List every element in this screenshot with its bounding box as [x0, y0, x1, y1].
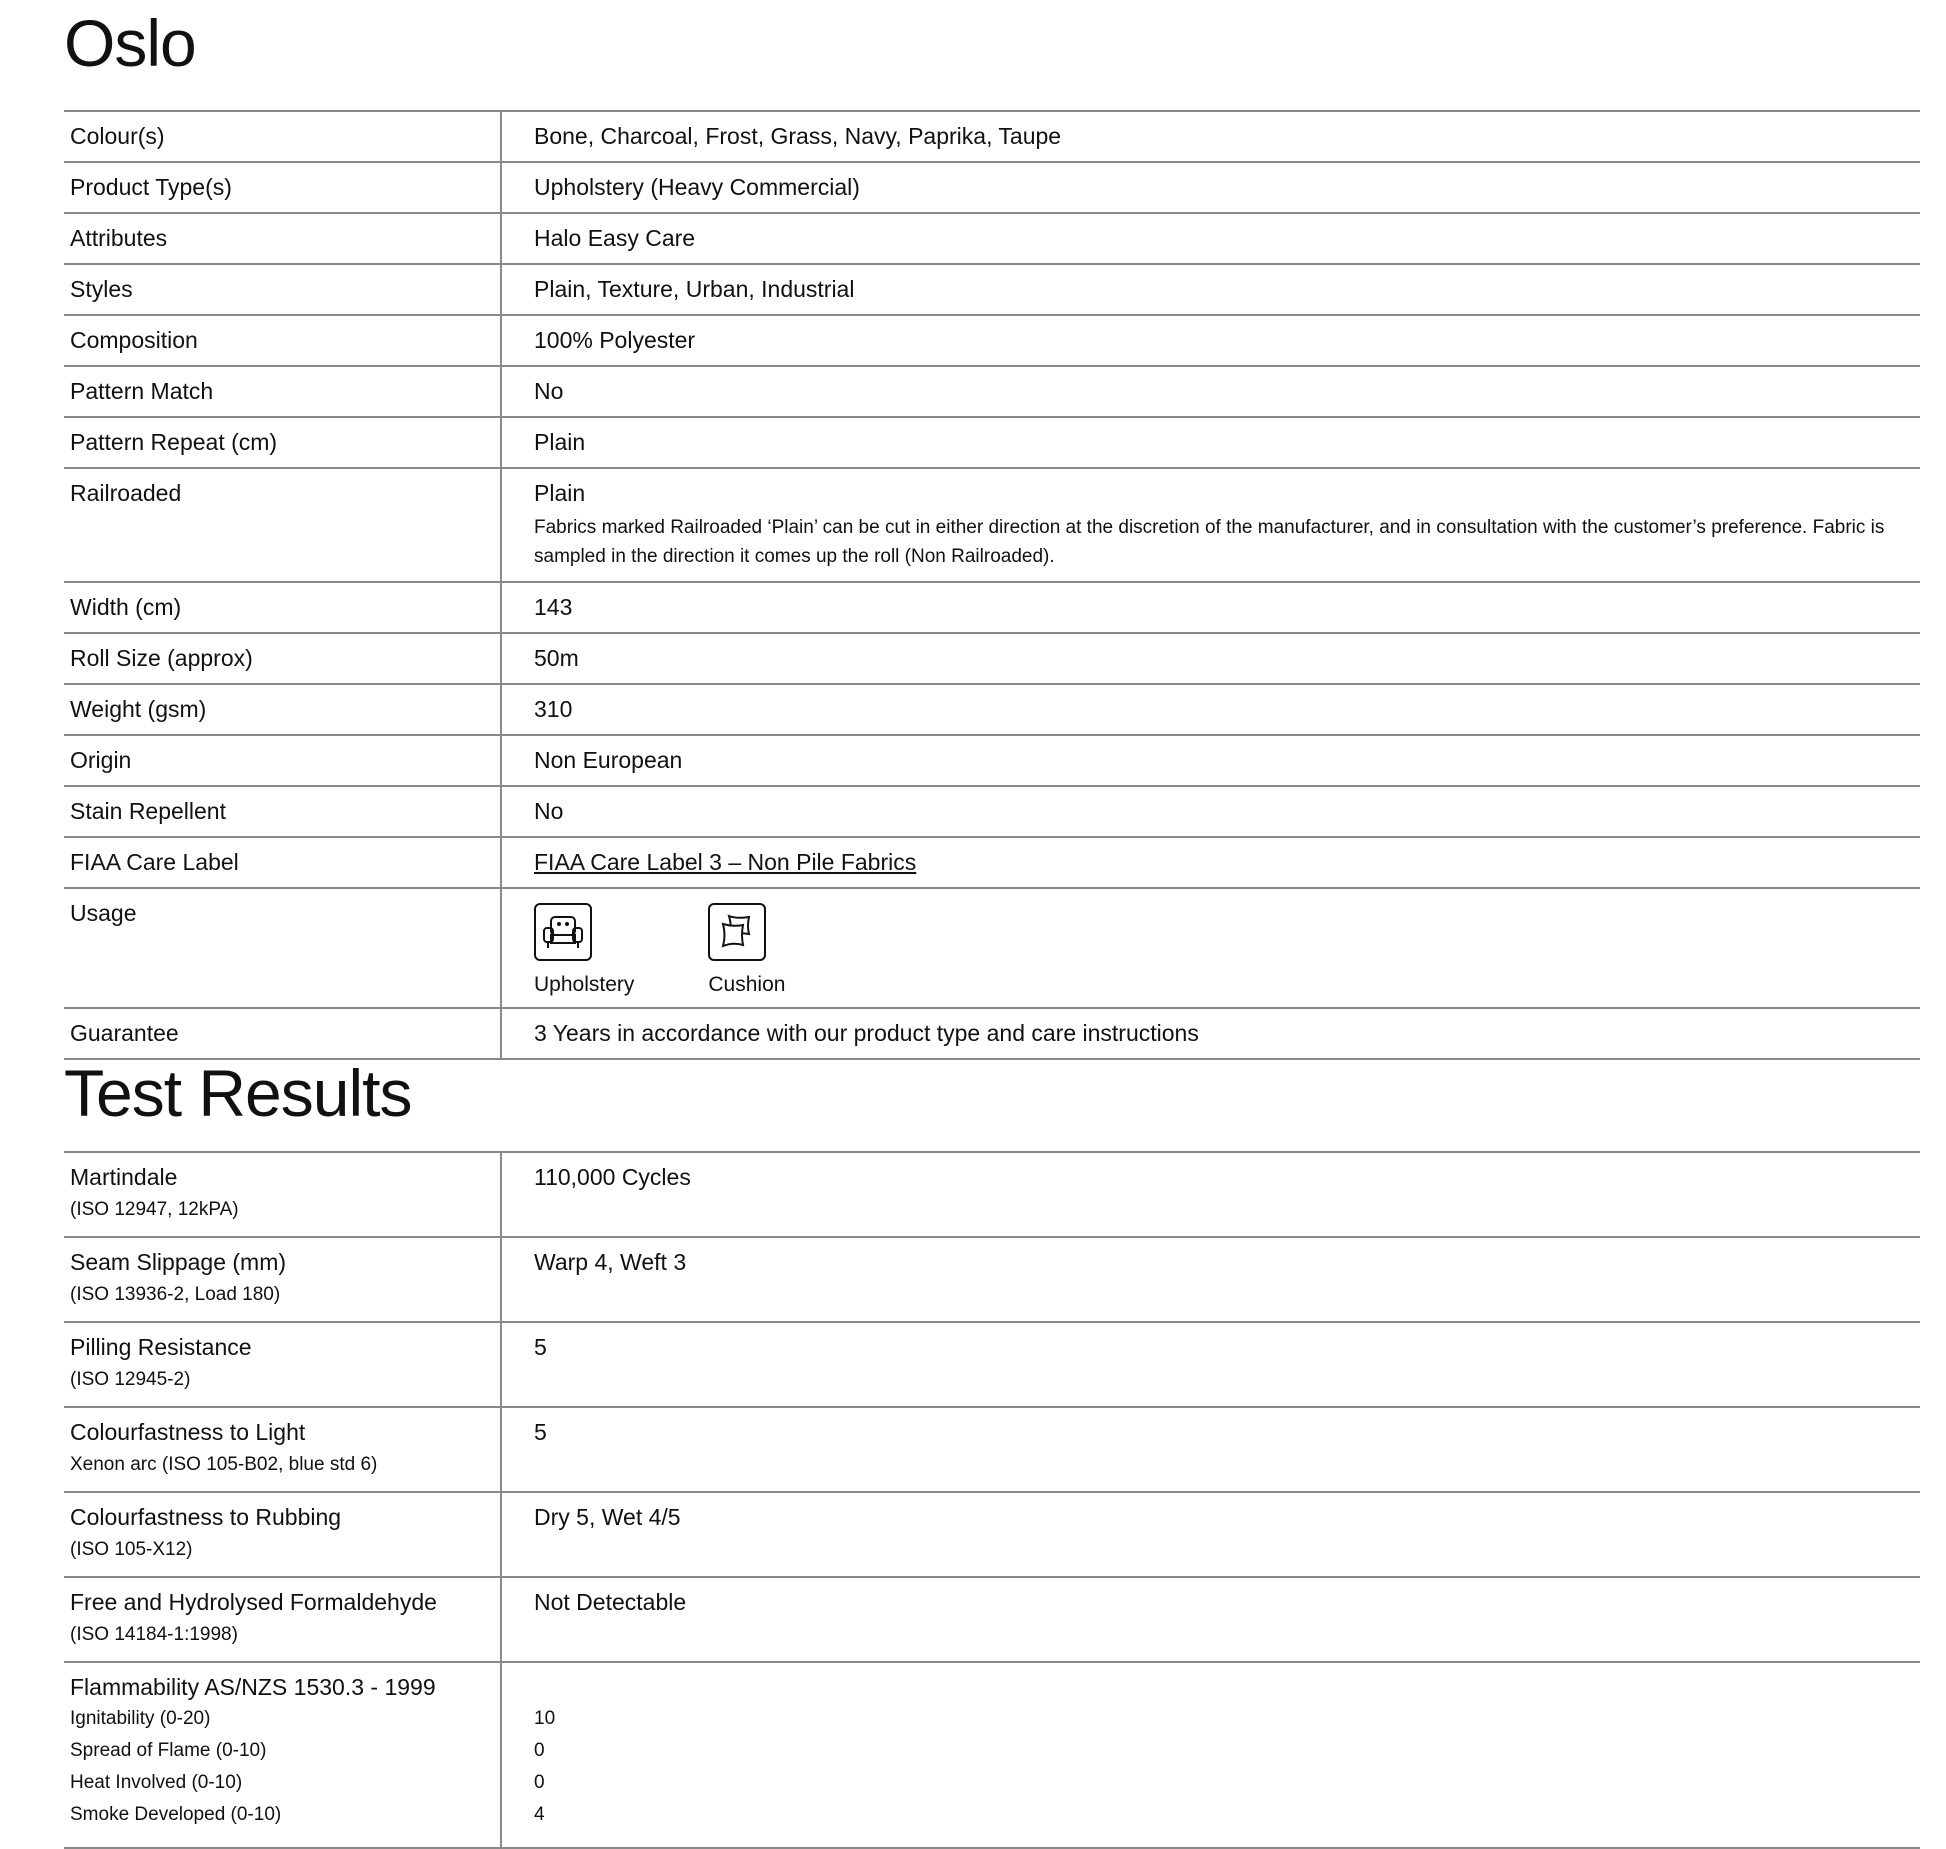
table-row — [64, 265, 1920, 316]
row-label — [64, 1153, 502, 1236]
row-label — [64, 1408, 502, 1491]
specification-table — [64, 110, 1920, 1060]
row-value: Warp 4, Weft 3 — [534, 1249, 687, 1275]
row-value: 3 Years in accordance with our product type and care instructions — [534, 1020, 1199, 1046]
armchair-icon — [534, 903, 592, 961]
row-value: 5 — [534, 1334, 547, 1360]
table-row — [64, 1578, 1920, 1663]
row-label: Product Type(s) — [64, 163, 502, 212]
row-label: Styles — [64, 265, 502, 314]
row-value: No — [534, 798, 564, 824]
row-label: Colour(s) — [64, 112, 502, 161]
row-label: Attributes — [64, 214, 502, 263]
row-value — [502, 469, 1920, 581]
row-value: Plain — [534, 429, 586, 455]
table-row — [64, 1238, 1920, 1323]
flammability-criteria — [70, 1703, 500, 1831]
table-row — [64, 1009, 1920, 1060]
test-results-table — [64, 1151, 1920, 1849]
usage-list — [534, 903, 1920, 999]
section-title: Test Results — [64, 1056, 412, 1130]
row-label: Width (cm) — [64, 583, 502, 632]
railroaded-value: Plain — [534, 480, 586, 506]
flammability-values — [534, 1703, 1920, 1831]
row-label: Railroaded — [64, 469, 502, 581]
table-row-flammability — [64, 1663, 1920, 1849]
row-label: Pattern Repeat (cm) — [64, 418, 502, 467]
cushion-icon — [708, 903, 766, 961]
railroaded-note: Fabrics marked Railroaded ‘Plain’ can be cut in either direction at the discretion of the manufacturer, and in consultation with the customer’s preference. Fabric is sampled in the direction it comes up the roll (Non Railroaded). — [534, 517, 1885, 567]
criterion-name: Ignitability (0-20) — [70, 1708, 211, 1729]
test-name: Colourfastness to Light — [70, 1419, 306, 1445]
row-value — [502, 838, 1920, 887]
row-value: Bone, Charcoal, Frost, Grass, Navy, Paprika, Taupe — [534, 123, 1062, 149]
table-row — [64, 685, 1920, 736]
table-row — [64, 736, 1920, 787]
table-row — [64, 1323, 1920, 1408]
table-row — [64, 316, 1920, 367]
criterion-name: Smoke Developed (0-10) — [70, 1804, 282, 1825]
usage-label: Upholstery — [534, 973, 635, 996]
table-row — [64, 634, 1920, 685]
row-label: FIAA Care Label — [64, 838, 502, 887]
row-value: 100% Polyester — [534, 327, 696, 353]
row-label — [64, 1238, 502, 1321]
table-row — [64, 1153, 1920, 1238]
care-label-link[interactable]: FIAA Care Label 3 – Non Pile Fabrics — [534, 849, 917, 875]
row-value: Dry 5, Wet 4/5 — [534, 1504, 681, 1530]
row-value: Non European — [534, 747, 683, 773]
spacer — [534, 1673, 1920, 1701]
row-label: Stain Repellent — [64, 787, 502, 836]
test-name: Flammability AS/NZS 1530.3 - 1999 — [70, 1674, 436, 1700]
row-value: Upholstery (Heavy Commercial) — [534, 174, 860, 200]
criterion-value: 10 — [534, 1708, 556, 1729]
table-row-usage — [64, 889, 1920, 1009]
row-label — [64, 1323, 502, 1406]
row-label — [64, 1663, 502, 1847]
table-row — [64, 1408, 1920, 1493]
test-name: Pilling Resistance — [70, 1334, 252, 1360]
row-value: Halo Easy Care — [534, 225, 696, 251]
table-row — [64, 214, 1920, 265]
row-value — [502, 889, 1920, 1007]
row-label: Origin — [64, 736, 502, 785]
criterion-value: 0 — [534, 1772, 545, 1793]
table-row — [64, 418, 1920, 469]
row-label: Composition — [64, 316, 502, 365]
row-label: Roll Size (approx) — [64, 634, 502, 683]
table-row-care-label — [64, 838, 1920, 889]
row-value: 5 — [534, 1419, 547, 1445]
row-label: Pattern Match — [64, 367, 502, 416]
table-row — [64, 1493, 1920, 1578]
row-label: Guarantee — [64, 1009, 502, 1058]
row-label: Weight (gsm) — [64, 685, 502, 734]
test-standard: (ISO 14184-1:1998) — [70, 1624, 238, 1645]
usage-label: Cushion — [708, 973, 786, 996]
test-standard: Xenon arc (ISO 105-B02, blue std 6) — [70, 1454, 378, 1475]
table-row-railroaded — [64, 469, 1920, 583]
criterion-value: 0 — [534, 1740, 545, 1761]
test-standard: (ISO 12945-2) — [70, 1369, 191, 1390]
criterion-name: Spread of Flame (0-10) — [70, 1740, 267, 1761]
test-standard: (ISO 13936-2, Load 180) — [70, 1284, 281, 1305]
criterion-value: 4 — [534, 1804, 545, 1825]
row-value: No — [534, 378, 564, 404]
row-value: 310 — [534, 696, 573, 722]
test-name: Colourfastness to Rubbing — [70, 1504, 342, 1530]
row-label — [64, 1578, 502, 1661]
row-value — [502, 1663, 1920, 1847]
table-row — [64, 112, 1920, 163]
table-row — [64, 583, 1920, 634]
test-name: Seam Slippage (mm) — [70, 1249, 287, 1275]
row-value: 50m — [534, 645, 579, 671]
usage-item-cushion — [708, 903, 785, 999]
test-standard: (ISO 105-X12) — [70, 1539, 193, 1560]
test-name: Free and Hydrolysed Formaldehyde — [70, 1589, 437, 1615]
row-value: Plain, Texture, Urban, Industrial — [534, 276, 855, 302]
row-label — [64, 1493, 502, 1576]
table-row — [64, 367, 1920, 418]
table-row — [64, 787, 1920, 838]
table-row — [64, 163, 1920, 214]
test-name: Martindale — [70, 1164, 178, 1190]
row-label: Usage — [64, 889, 502, 1007]
row-value: 143 — [534, 594, 573, 620]
test-standard: (ISO 12947, 12kPA) — [70, 1199, 239, 1220]
product-title: Oslo — [64, 6, 196, 80]
row-value: Not Detectable — [534, 1589, 687, 1615]
row-value: 110,000 Cycles — [534, 1164, 691, 1190]
criterion-name: Heat Involved (0-10) — [70, 1772, 243, 1793]
usage-item-upholstery — [534, 903, 634, 999]
